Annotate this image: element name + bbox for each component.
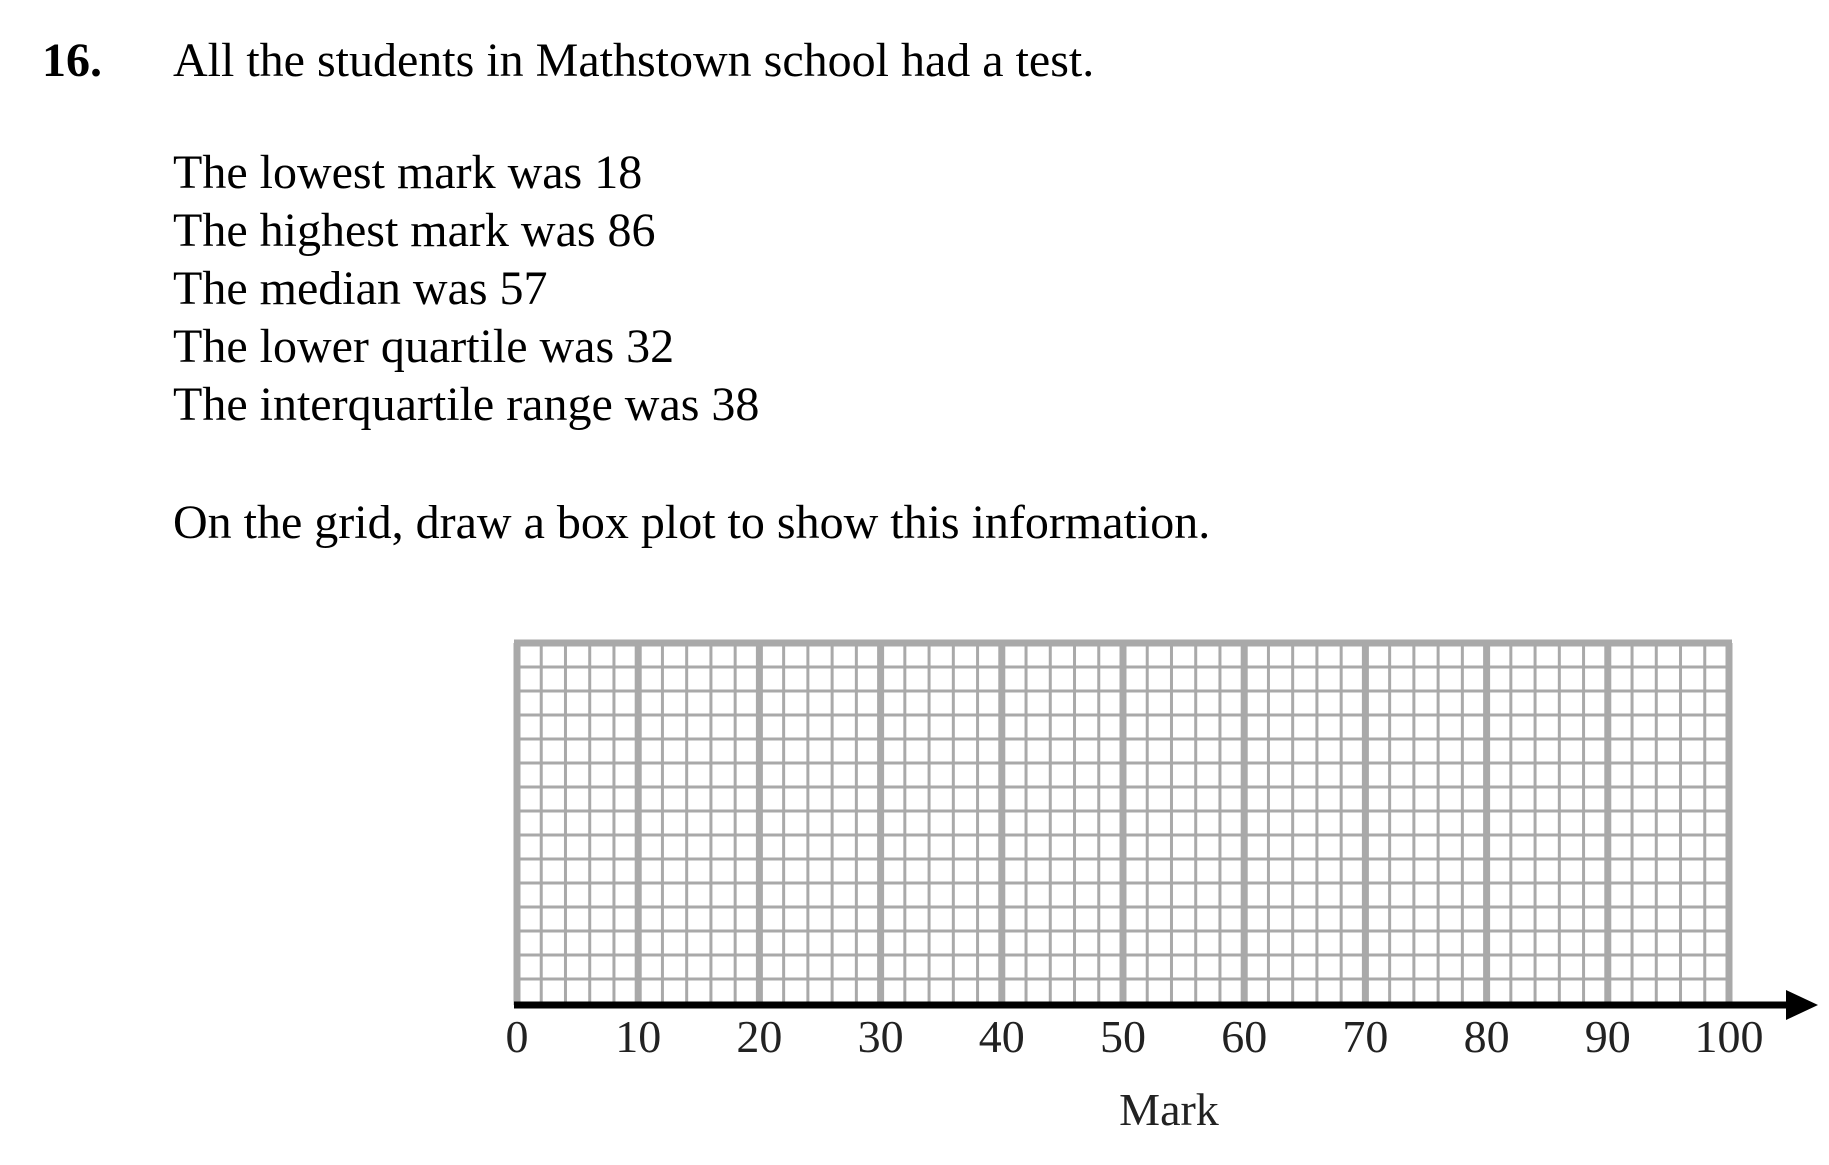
x-tick-label: 20 <box>736 1011 783 1062</box>
x-tick-label: 50 <box>1100 1011 1146 1062</box>
question-instruction: On the grid, draw a box plot to show this information. <box>173 496 1211 549</box>
x-tick-label: 90 <box>1584 1011 1631 1062</box>
x-tick-label: 10 <box>615 1011 662 1062</box>
fact-median: The median was 57 <box>173 262 548 315</box>
fact-interquartile-range: The interquartile range was 38 <box>173 378 760 431</box>
x-axis-tick-labels <box>506 1011 1764 1062</box>
fact-lowest-mark: The lowest mark was 18 <box>173 146 643 199</box>
fact-highest-mark: The highest mark was 86 <box>173 204 656 257</box>
question-intro: All the students in Mathstown school had a test. <box>173 34 1095 87</box>
fact-lower-quartile: The lower quartile was 32 <box>173 320 675 373</box>
x-axis-label: Mark <box>1119 1084 1219 1135</box>
x-tick-label: 100 <box>1694 1011 1764 1062</box>
grid-major-lines <box>514 643 1732 1005</box>
x-tick-label: 40 <box>978 1011 1025 1062</box>
x-tick-label: 30 <box>857 1011 904 1062</box>
question-number: 16. <box>42 34 102 87</box>
x-tick-label: 80 <box>1463 1011 1510 1062</box>
x-tick-label: 0 <box>505 1011 529 1062</box>
x-tick-label: 60 <box>1221 1011 1268 1062</box>
x-tick-label: 70 <box>1342 1011 1389 1062</box>
x-axis-arrowhead <box>1786 990 1818 1020</box>
